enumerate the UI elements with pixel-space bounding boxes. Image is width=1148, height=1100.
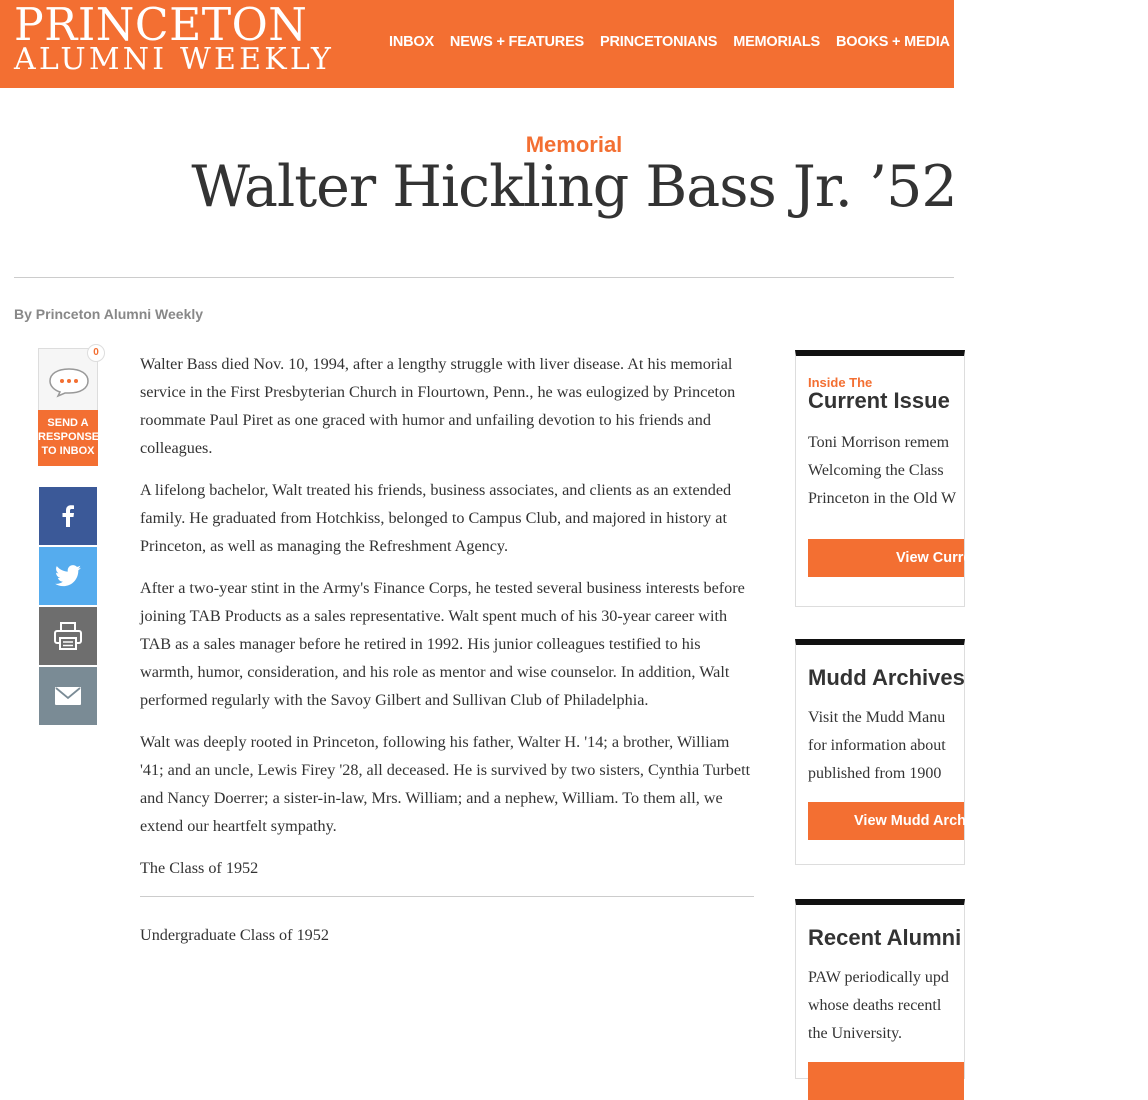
article-body bbox=[140, 350, 754, 963]
current-issue-heading: Current Issue bbox=[808, 388, 950, 413]
nav-issues[interactable]: ISSUES bbox=[965, 34, 1018, 50]
send-response-label-1: SEND A bbox=[47, 417, 89, 429]
mudd-archives-line: published from 1900 bbox=[808, 765, 942, 782]
article-paragraph: A lifelong bachelor, Walt treated his friends, business associates, and clients as an extended family. He graduated from Hotchkiss, belonged to Campus Club, and majored in history at Princeton, as well as managing the Refreshment Agency. bbox=[140, 481, 732, 555]
article-paragraph: Walter Bass died Nov. 10, 1994, after a lengthy struggle with liver disease. At his memorial service in the First Presbyterian Church in Flourtown, Penn., he was eulogized by Princeton roommate Paul Piret as one graced with humor and unfailing devotion to his friends and colleagues. bbox=[140, 355, 736, 457]
class-tag-link[interactable]: Undergraduate Class of 1952 bbox=[140, 926, 329, 944]
nav-memorials[interactable]: MEMORIALS bbox=[733, 34, 821, 50]
article-paragraph: After a two-year stint in the Army's Finance Corps, he tested several business interests before joining TAB Products as a sales representative. Walt spent much of his 30-year career with TAB as a sales manager before he retired in 1992. His junior colleagues testified to his warmth, humor, consideration, and his role as mentor and wise counselor. In addition, Walt performed regularly with the Savoy Gilbert and Sullivan Club of Philadelphia. bbox=[140, 579, 745, 709]
view-current-issue-label: View Current Issue bbox=[896, 550, 1027, 566]
nav-princetonians[interactable]: PRINCETONIANS bbox=[600, 34, 718, 50]
logo-line1: PRINCETON bbox=[14, 0, 308, 51]
article-paragraph: Walt was deeply rooted in Princeton, following his father, Walter H. '14; a brother, William '41; and an uncle, Lewis Firey '28, all deceased. He is survived by two sisters, Cynthia Turbett and Nancy Doerrer; a sister-in-law, Mrs. William; and a nephew, William. To them all, we extend our heartfelt sympathy. bbox=[140, 733, 751, 835]
recent-alumni-line: whose deaths recentl bbox=[808, 997, 942, 1014]
facebook-icon bbox=[61, 505, 75, 527]
current-issue-kicker: Inside The bbox=[808, 375, 873, 390]
twitter-icon bbox=[55, 565, 81, 587]
view-mudd-archives-button[interactable] bbox=[808, 802, 995, 840]
current-issue-line[interactable]: Welcoming the Class bbox=[808, 462, 944, 479]
nav-books-media[interactable]: BOOKS + MEDIA bbox=[836, 34, 950, 50]
print-icon bbox=[53, 621, 83, 651]
response-count-badge: 0 bbox=[87, 344, 105, 362]
send-response-button[interactable] bbox=[38, 410, 98, 466]
send-response-label-2: RESPONSE bbox=[38, 431, 100, 443]
article-kicker: Memorial bbox=[525, 132, 623, 157]
divider bbox=[14, 277, 954, 278]
share-twitter-button[interactable] bbox=[39, 547, 97, 605]
view-current-issue-button[interactable] bbox=[808, 539, 1027, 577]
recent-alumni-line: the University. bbox=[808, 1025, 903, 1042]
comment-bubble-icon bbox=[48, 367, 90, 397]
site-logo[interactable] bbox=[14, 2, 334, 75]
mudd-archives-line: for information about bbox=[808, 737, 946, 754]
nav-inbox[interactable]: INBOX bbox=[389, 34, 434, 50]
send-response-widget[interactable] bbox=[38, 348, 98, 466]
email-icon bbox=[55, 687, 81, 705]
site-header bbox=[0, 0, 1018, 88]
recent-alumni-panel bbox=[795, 899, 965, 1079]
recent-alumni-button[interactable] bbox=[808, 1062, 964, 1100]
recent-alumni-heading: Recent Alumni bbox=[808, 925, 962, 950]
byline: By Princeton Alumni Weekly bbox=[14, 306, 204, 322]
share-print-button[interactable] bbox=[39, 607, 97, 665]
send-response-label-3: TO INBOX bbox=[41, 445, 95, 457]
view-mudd-archives-label: View Mudd Archives bbox=[854, 813, 995, 829]
mudd-archives-line: Visit the Mudd Manu bbox=[808, 709, 946, 726]
page-title: Walter Hickling Bass Jr. ’52 bbox=[191, 154, 957, 220]
logo-line2: ALUMNI WEEKLY bbox=[14, 42, 335, 77]
mudd-archives-panel bbox=[795, 639, 995, 865]
current-issue-panel bbox=[795, 350, 1027, 607]
share-facebook-button[interactable] bbox=[39, 487, 97, 545]
current-issue-line[interactable]: Toni Morrison remem bbox=[808, 434, 950, 451]
nav-news-features[interactable]: NEWS + FEATURES bbox=[449, 34, 585, 50]
current-issue-line[interactable]: Princeton in the Old W bbox=[808, 490, 957, 507]
mudd-archives-heading: Mudd Archives bbox=[808, 665, 965, 690]
main-nav bbox=[389, 34, 1018, 50]
article-divider bbox=[140, 896, 754, 897]
recent-alumni-line: PAW periodically upd bbox=[808, 969, 949, 986]
class-signature: The Class of 1952 bbox=[140, 859, 259, 877]
share-email-button[interactable] bbox=[39, 667, 97, 725]
